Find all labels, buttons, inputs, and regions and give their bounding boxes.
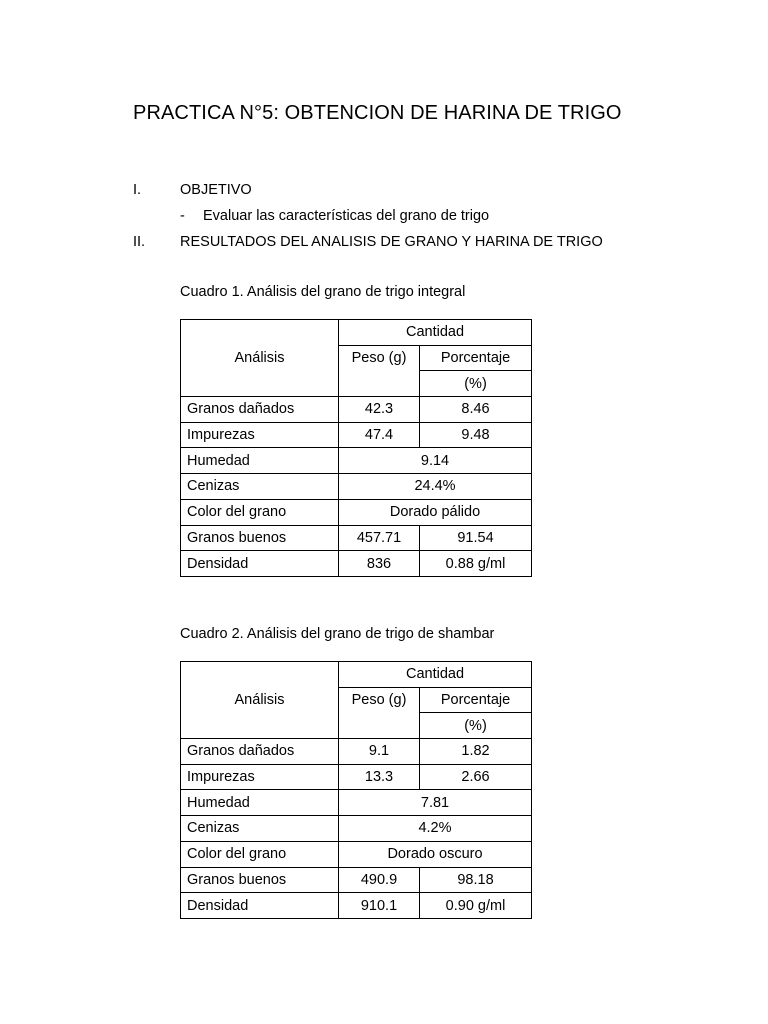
- section-1-heading: OBJETIVO: [180, 182, 252, 198]
- porcentaje-value: 0.90 g/ml: [420, 893, 532, 919]
- table-row: [181, 422, 532, 448]
- row-label: Impurezas: [181, 764, 339, 790]
- peso-value: 13.3: [339, 764, 420, 790]
- table-header-peso: Peso (g): [339, 687, 420, 738]
- merged-value: 9.14: [339, 448, 532, 474]
- row-label: Humedad: [181, 448, 339, 474]
- merged-value: Dorado oscuro: [339, 841, 532, 867]
- porcentaje-value: 9.48: [420, 422, 532, 448]
- peso-value: 457.71: [339, 525, 420, 551]
- merged-value: 24.4%: [339, 474, 532, 500]
- table-1: [180, 319, 532, 577]
- table-row: [181, 525, 532, 551]
- row-label: Cenizas: [181, 816, 339, 842]
- row-label: Granos dañados: [181, 739, 339, 765]
- peso-value: 910.1: [339, 893, 420, 919]
- table-header-cantidad: Cantidad: [339, 662, 532, 688]
- table-header-peso: Peso (g): [339, 345, 420, 396]
- table-row: [181, 867, 532, 893]
- section-1-numeral: I.: [133, 182, 142, 198]
- table-1-caption: Cuadro 1. Análisis del grano de trigo integral: [180, 284, 466, 300]
- table-header-porcentaje: Porcentaje: [420, 345, 532, 371]
- table-row: [181, 816, 532, 842]
- table-row: [181, 739, 532, 765]
- section-2-heading: RESULTADOS DEL ANALISIS DE GRANO Y HARINA DE TRIGO: [180, 234, 603, 250]
- table-row: [181, 397, 532, 423]
- table-row: [181, 764, 532, 790]
- table-row: [181, 499, 532, 525]
- row-label: Densidad: [181, 551, 339, 577]
- porcentaje-value: 91.54: [420, 525, 532, 551]
- peso-value: 47.4: [339, 422, 420, 448]
- document-title: PRACTICA N°5: OBTENCION DE HARINA DE TRIGO: [133, 102, 622, 124]
- table-2: [180, 661, 532, 919]
- row-label: Color del grano: [181, 841, 339, 867]
- row-label: Granos dañados: [181, 397, 339, 423]
- porcentaje-value: 8.46: [420, 397, 532, 423]
- peso-value: 42.3: [339, 397, 420, 423]
- table-header-analisis: Análisis: [181, 320, 339, 397]
- table-2-caption: Cuadro 2. Análisis del grano de trigo de shambar: [180, 626, 495, 642]
- porcentaje-value: 2.66: [420, 764, 532, 790]
- peso-value: 490.9: [339, 867, 420, 893]
- row-label: Impurezas: [181, 422, 339, 448]
- objective-bullet: -: [180, 208, 185, 224]
- table-row: [181, 551, 532, 577]
- merged-value: 4.2%: [339, 816, 532, 842]
- porcentaje-value: 1.82: [420, 739, 532, 765]
- table-header-percent-unit: (%): [420, 713, 532, 739]
- table-header-percent-unit: (%): [420, 371, 532, 397]
- table-row: [181, 841, 532, 867]
- table-row: [181, 474, 532, 500]
- merged-value: 7.81: [339, 790, 532, 816]
- table-row: [181, 790, 532, 816]
- row-label: Color del grano: [181, 499, 339, 525]
- table-header-cantidad: Cantidad: [339, 320, 532, 346]
- row-label: Cenizas: [181, 474, 339, 500]
- row-label: Densidad: [181, 893, 339, 919]
- peso-value: 836: [339, 551, 420, 577]
- row-label: Granos buenos: [181, 867, 339, 893]
- section-2-numeral: II.: [133, 234, 146, 250]
- table-header-porcentaje: Porcentaje: [420, 687, 532, 713]
- peso-value: 9.1: [339, 739, 420, 765]
- porcentaje-value: 0.88 g/ml: [420, 551, 532, 577]
- table-row: [181, 448, 532, 474]
- table-row: [181, 893, 532, 919]
- merged-value: Dorado pálido: [339, 499, 532, 525]
- table-header-analisis: Análisis: [181, 662, 339, 739]
- objective-text: Evaluar las características del grano de trigo: [203, 208, 490, 224]
- row-label: Humedad: [181, 790, 339, 816]
- row-label: Granos buenos: [181, 525, 339, 551]
- porcentaje-value: 98.18: [420, 867, 532, 893]
